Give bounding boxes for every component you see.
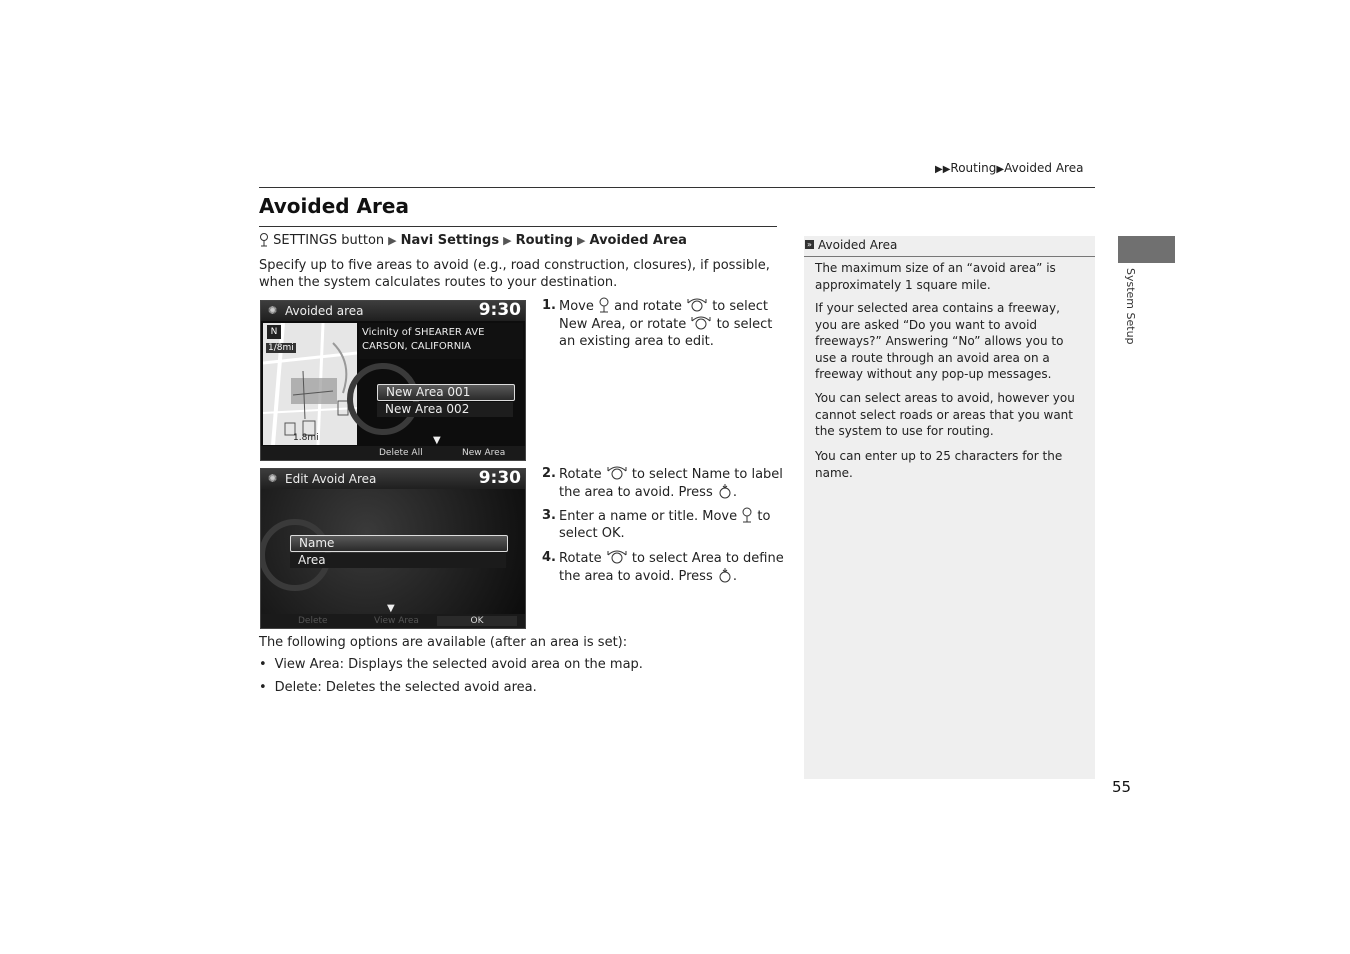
step-number: 4. (542, 550, 556, 565)
screen-title: Avoided area (285, 304, 364, 318)
settings-path (259, 232, 687, 248)
path-avoided-area: Avoided Area (589, 233, 687, 248)
step-number: 2. (542, 466, 556, 481)
note-icon: » (805, 240, 814, 249)
step-text: the area to avoid. Press (559, 569, 713, 584)
step-text: . (732, 485, 738, 500)
view-area-button[interactable]: View Area (374, 616, 419, 626)
screen-header (261, 469, 525, 489)
step-text: to define (725, 551, 784, 566)
title-rule (259, 226, 777, 227)
page-title: Avoided Area (259, 194, 409, 218)
header-rule (259, 187, 1095, 188)
path-arrow-icon: ▶ (577, 234, 586, 247)
breadcrumb-page: Avoided Area (1004, 161, 1084, 175)
intro-text: Specify up to five areas to avoid (e.g., road construction, closures), if possible, when the system calculates routes to your destination. (259, 258, 770, 290)
option-term: Delete (274, 680, 318, 695)
step-text: to select (716, 317, 773, 332)
scroll-down-icon[interactable]: ▼ (433, 435, 441, 446)
step-1 (542, 297, 782, 349)
rotate-knob-icon (606, 465, 628, 481)
section-tab[interactable] (1118, 236, 1175, 263)
step-menu-name: Name (691, 467, 731, 482)
clock: 9:30 (478, 300, 521, 320)
list-item-area[interactable]: Area (290, 553, 506, 568)
section-tab-label: System Setup (1124, 268, 1137, 345)
list-item-new-area-002[interactable]: New Area 002 (377, 402, 513, 417)
press-knob-icon (717, 483, 733, 499)
step-menu-area: Area (691, 551, 722, 566)
list-item-option-view-area (259, 656, 643, 673)
breadcrumb-separator: ▶ (996, 164, 1005, 175)
map-view[interactable] (263, 323, 357, 445)
step-text: . (620, 526, 625, 541)
map-roads (263, 323, 357, 445)
list-item-name[interactable]: Name (290, 535, 508, 552)
screen-footer (261, 446, 525, 460)
step-text: to (757, 509, 771, 524)
step-text: to label (734, 467, 783, 482)
breadcrumb-prefix: ▶▶ (935, 164, 951, 175)
vicinity-line-1: Vicinity of SHEARER AVE (362, 327, 485, 338)
sidebar-heading-text: Avoided Area (818, 238, 898, 252)
option-desc: : Displays the selected avoid area on the map. (339, 657, 643, 672)
edit-avoid-area-screen (260, 468, 526, 629)
scroll-down-icon[interactable]: ▼ (387, 603, 395, 614)
new-area-button[interactable]: New Area (462, 448, 506, 458)
step-text: select (559, 526, 598, 541)
path-routing: Routing (515, 233, 574, 248)
vicinity-panel (359, 323, 523, 359)
step-text: . (732, 569, 738, 584)
avoided-area-screen (260, 300, 526, 461)
options-intro: The following options are available (after an area is set): (259, 635, 628, 650)
step-2 (542, 465, 782, 501)
step-text: and rotate (614, 299, 682, 314)
map-scale-bottom: 1.8mi (293, 433, 319, 443)
sidebar-paragraph-3: You can select areas to avoid, however you cannot select roads or areas that you want the system to use for routing. (815, 391, 1075, 438)
sidebar-heading (804, 236, 1095, 257)
step-text: to select (712, 299, 769, 314)
step-menu-new-area: New Area (559, 317, 622, 332)
delete-all-button[interactable]: Delete All (379, 448, 423, 458)
path-arrow-icon: ▶ (503, 234, 512, 247)
ok-button[interactable]: OK (437, 616, 517, 626)
option-term: View Area (274, 657, 340, 672)
list-item-new-area-001[interactable]: New Area 001 (377, 384, 515, 401)
step-text: Rotate (559, 551, 602, 566)
sidebar-paragraph-4: You can enter up to 25 characters for the name. (815, 449, 1063, 480)
gear-icon: ✺ (268, 472, 278, 485)
bullet-icon: • (259, 657, 267, 672)
step-text: an existing area to edit. (559, 334, 714, 349)
sidebar-paragraph-2: If your selected area contains a freeway, you are asked “Do you want to avoid freeways?” Answering “No” allows you to use a route through an avoid area on a freeway without any pop-up messages. (815, 301, 1064, 381)
step-text: , or rotate (621, 317, 687, 332)
breadcrumb-section[interactable]: Routing (950, 161, 997, 175)
settings-button-label: SETTINGS button (273, 233, 385, 248)
step-text: Rotate (559, 467, 602, 482)
press-knob-icon (717, 567, 733, 583)
step-text: to select (631, 467, 688, 482)
step-number: 1. (542, 298, 556, 313)
step-text: to select (631, 551, 688, 566)
path-navi-settings: Navi Settings (400, 233, 500, 248)
map-scale-top: 1/8mi (268, 343, 294, 353)
step-4 (542, 549, 782, 585)
gear-icon: ✺ (268, 304, 278, 317)
option-desc: : Deletes the selected avoid area. (317, 680, 537, 695)
north-icon: N (267, 325, 281, 339)
rotate-knob-icon (690, 315, 712, 331)
step-text: the area to avoid. Press (559, 485, 713, 500)
sidebar-paragraph-1: The maximum size of an “avoid area” is approximately 1 square mile. (815, 261, 1056, 292)
screen-title: Edit Avoid Area (285, 472, 377, 486)
joystick-icon (259, 232, 269, 247)
vicinity-line-2: CARSON, CALIFORNIA (362, 341, 472, 352)
breadcrumb (935, 161, 1083, 175)
rotate-knob-icon (686, 297, 708, 313)
step-3 (542, 507, 782, 543)
step-text: Move (559, 299, 594, 314)
joystick-icon (598, 297, 610, 313)
step-text: Enter a name or title. Move (559, 509, 738, 524)
screen-header (261, 301, 525, 321)
joystick-icon (741, 507, 753, 523)
step-number: 3. (542, 508, 556, 523)
clock: 9:30 (478, 468, 521, 488)
list-item-option-delete (259, 679, 537, 696)
screen-footer (261, 614, 525, 628)
rotate-knob-icon (606, 549, 628, 565)
bullet-icon: • (259, 680, 267, 695)
page-number: 55 (1112, 778, 1132, 796)
delete-button[interactable]: Delete (298, 616, 328, 626)
step-menu-ok: OK (601, 526, 621, 541)
path-arrow-icon: ▶ (388, 234, 397, 247)
